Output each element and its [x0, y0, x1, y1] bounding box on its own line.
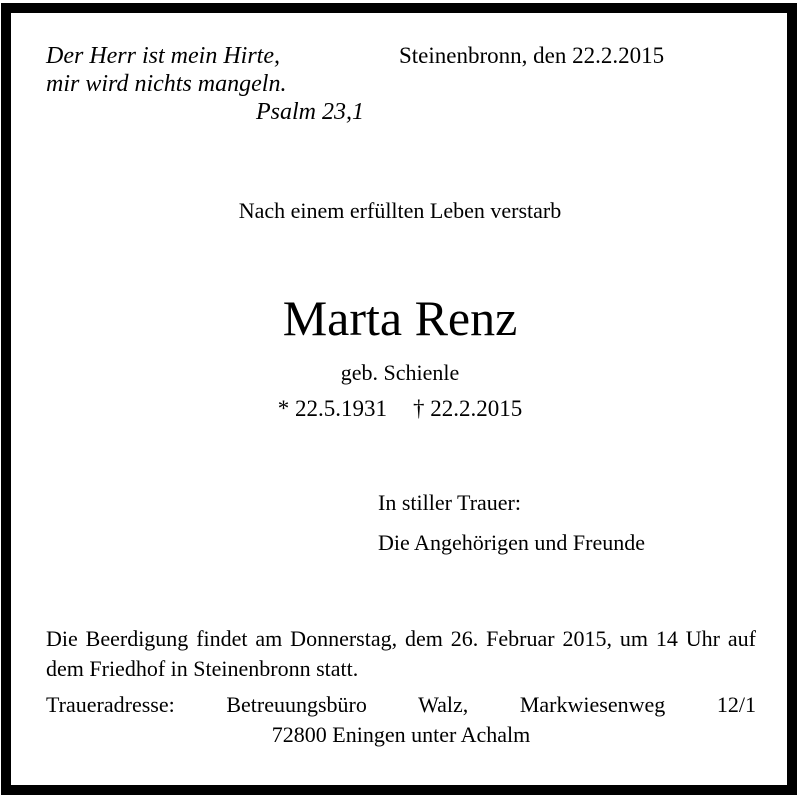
psalm-line-2: mir wird nichts mangeln. [46, 71, 287, 97]
place-date: Steinenbronn, den 22.2.2015 [399, 43, 665, 68]
mourning-address [46, 690, 756, 750]
psalm-reference: Psalm 23,1 [256, 99, 364, 125]
psalm-quote [46, 42, 364, 126]
funeral-notice: Die Beerdigung findet am Donnerstag, dem 26. Februar 2015, um 14 Uhr auf dem Friedhof in Steinenbronn statt. [46, 626, 756, 681]
address-line-1: Traueradresse: Betreuungsbüro Walz, Markwiesenweg 12/1 [46, 692, 756, 717]
birth-date: * 22.5.1931 [277, 396, 387, 421]
address-line-2: 72800 Eningen unter Achalm [271, 722, 531, 747]
intro-text: Nach einem erfüllten Leben verstarb [238, 198, 562, 223]
mourning-heading: In stiller Trauer: [378, 490, 521, 515]
death-date: † 22.2.2015 [413, 396, 523, 421]
maiden-name: geb. Schienle [340, 360, 460, 385]
psalm-line-1: Der Herr ist mein Hirte, [46, 43, 280, 69]
mourners-names: Die Angehörigen und Freunde [378, 530, 645, 555]
deceased-name: Marta Renz [282, 290, 518, 346]
life-dates [0, 396, 800, 422]
